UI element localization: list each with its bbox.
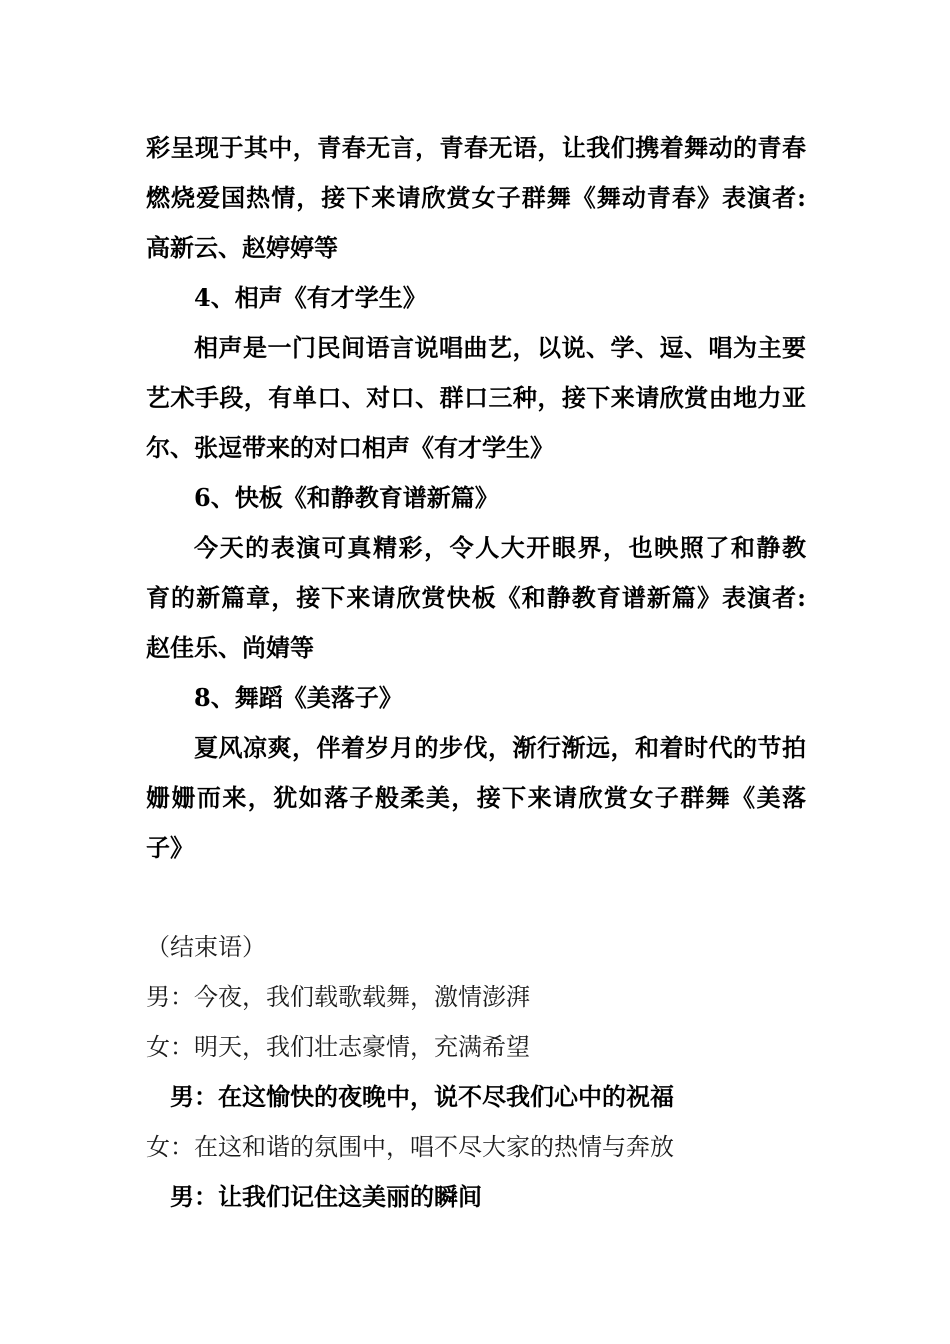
closing-line: 男：在这愉快的夜晚中，说不尽我们心中的祝福	[170, 1082, 674, 1111]
item-heading: 6、快板《和静教育谱新篇》	[194, 483, 499, 512]
paragraph-line: 子》	[146, 833, 194, 862]
item-heading: 4、相声《有才学生》	[194, 283, 427, 312]
paragraph-line: 彩呈现于其中，青春无言，青春无语，让我们携着舞动的青春	[146, 133, 806, 162]
paragraph-line: 相声是一门民间语言说唱曲艺，以说、学、逗、唱为主要	[194, 333, 806, 362]
paragraph-line: 赵佳乐、尚婧等	[146, 633, 314, 662]
paragraph-line: 高新云、赵婷婷等	[146, 233, 338, 262]
paragraph-line: 今天的表演可真精彩，令人大开眼界，也映照了和静教	[194, 533, 806, 562]
paragraph-line: 尔、张逗带来的对口相声《有才学生》	[146, 433, 554, 462]
closing-line: 女：明天，我们壮志豪情，充满希望	[146, 1033, 530, 1061]
closing-line: 女：在这和谐的氛围中，唱不尽大家的热情与奔放	[146, 1133, 674, 1161]
paragraph-line: 夏风凉爽，伴着岁月的步伐，渐行渐远，和着时代的节拍	[194, 733, 806, 762]
paragraph-line: 育的新篇章，接下来请欣赏快板《和静教育谱新篇》表演者:	[146, 583, 806, 612]
item-heading: 8、舞蹈《美落子》	[194, 683, 403, 712]
closing-title: （结束语）	[146, 933, 266, 961]
closing-line: 男：今夜，我们载歌载舞，激情澎湃	[146, 983, 530, 1011]
paragraph-line: 燃烧爱国热情，接下来请欣赏女子群舞《舞动青春》表演者:	[146, 183, 806, 212]
paragraph-line: 艺术手段，有单口、对口、群口三种，接下来请欣赏由地力亚	[146, 383, 806, 412]
closing-line: 男：让我们记住这美丽的瞬间	[170, 1182, 482, 1211]
paragraph-line: 姗姗而来，犹如落子般柔美，接下来请欣赏女子群舞《美落	[146, 783, 806, 812]
